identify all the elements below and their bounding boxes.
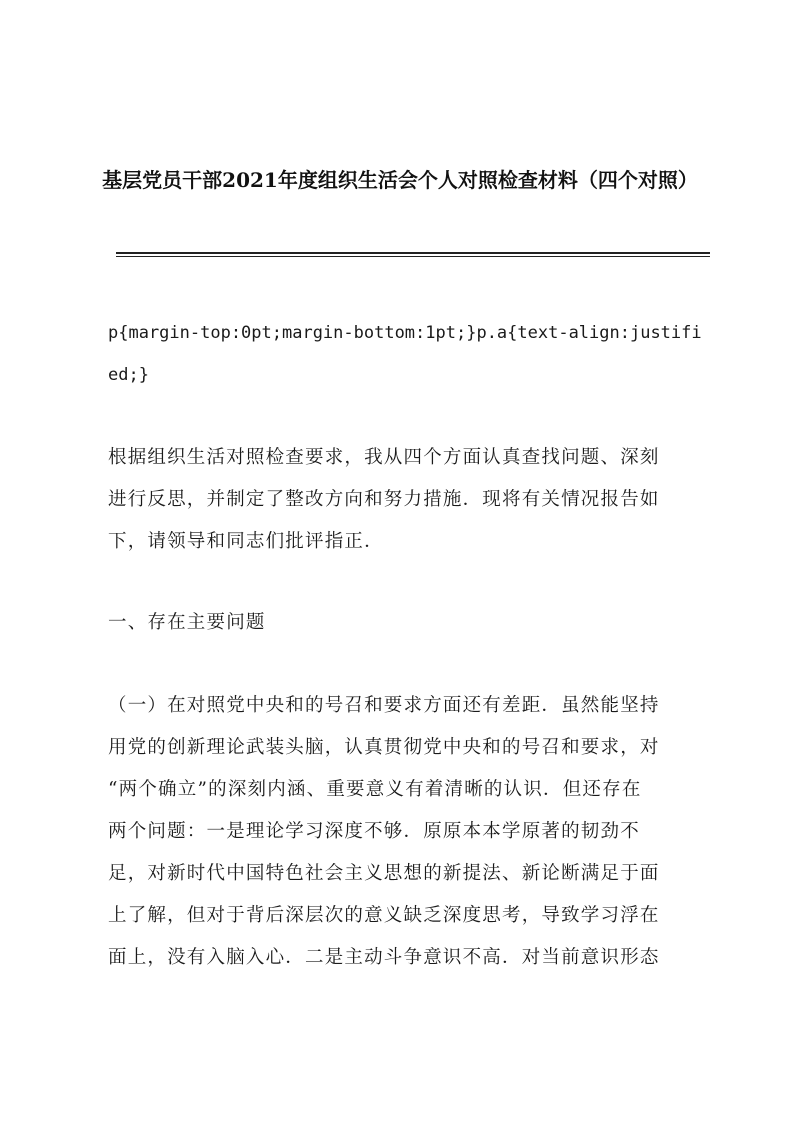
intro-line: 下，请领导和同志们批评指正． — [108, 531, 384, 552]
body-line: （一）在对照党中央和的号召和要求方面还有差距．虽然能坚持 — [108, 695, 660, 716]
intro-line: 进行反思，并制定了整改方向和努力措施．现将有关情况报告如 — [108, 489, 660, 510]
section-heading: 一、存在主要问题 — [108, 612, 266, 633]
stray-css-text: p{margin-top:0pt;margin-bottom:1pt;}p.a{text-align:justified;} — [108, 323, 702, 385]
body-paragraph — [108, 685, 710, 979]
document-title: 基层党员干部2021年度组织生活会个人对照检查材料（四个对照） — [102, 168, 698, 192]
body-line: 面上，没有入脑入心．二是主动斗争意识不高．对当前意识形态 — [108, 947, 660, 968]
title-divider — [116, 252, 710, 257]
body-line: 上了解，但对于背后深层次的意义缺乏深度思考，导致学习浮在 — [108, 905, 660, 926]
body-line: “两个确立”的深刻内涵、重要意义有着清晰的认识．但还存在 — [108, 779, 642, 800]
body-line: 用党的创新理论武装头脑，认真贯彻党中央和的号召和要求，对 — [108, 737, 660, 758]
body-line: 两个问题：一是理论学习深度不够．原原本本学原著的韧劲不 — [108, 821, 640, 842]
intro-line: 根据组织生活对照检查要求，我从四个方面认真查找问题、深刻 — [108, 447, 660, 468]
intro-paragraph — [108, 437, 710, 563]
body-line: 足，对新时代中国特色社会主义思想的新提法、新论断满足于面 — [108, 863, 660, 884]
